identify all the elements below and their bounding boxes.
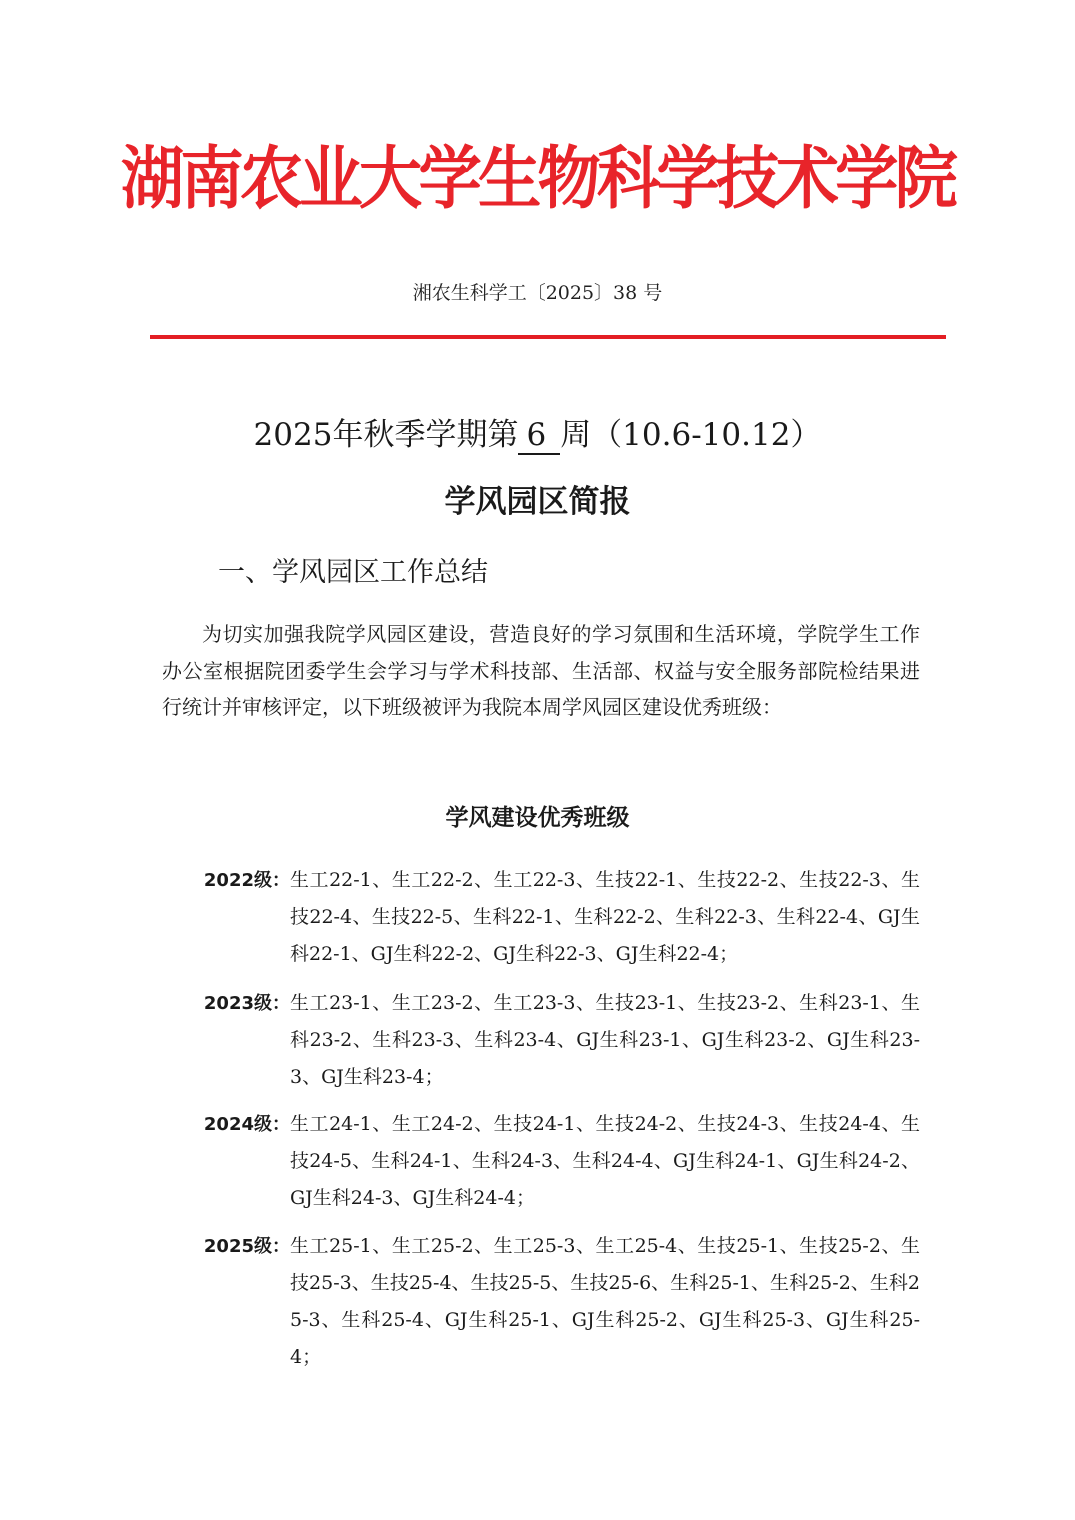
grade-class-list: 生工22-1、生工22-2、生工22-3、生技22-1、生技22-2、生技22-3、生技22-4、生技22-5、生科22-1、生科22-2、生科22-3、生科22-4、GJ生科22-1、GJ生科22-2、GJ生科22-3、GJ生科22-4； [290, 869, 920, 965]
grade-block-2024 [200, 1106, 920, 1217]
grade-class-list: 生工25-1、生工25-2、生工25-3、生工25-4、生技25-1、生技25-2、生技25-3、生技25-4、生技25-5、生技25-6、生科25-1、生科25-2、生科25-3、生科25-4、GJ生科25-1、GJ生科25-2、GJ生科25-3、GJ生科25-4； [290, 1235, 920, 1368]
grade-block-2025 [200, 1228, 920, 1376]
grade-label: 2024级： [203, 1114, 290, 1135]
summary-paragraph: 为切实加强我院学风园区建设，营造良好的学习氛围和生活环境，学院学生工作办公室根据院团委学生会学习与学术科技部、生活部、权益与安全服务部院检结果进行统计并审核评定，以下班级被评为我院本周学风园区建设优秀班级： [162, 622, 920, 719]
institution-masthead: 湖南农业大学生物科学技术学院 [120, 140, 955, 219]
document-number: 湘农生科学工〔2025〕38 号 [412, 282, 663, 304]
excellent-classes-heading: 学风建设优秀班级 [445, 805, 630, 831]
section-heading-work-summary: 一、学风园区工作总结 [218, 557, 488, 588]
grade-block-2023 [200, 985, 920, 1096]
title-prefix: 2025年秋季学期第 [253, 417, 519, 453]
red-divider-rule [150, 335, 946, 339]
title-week-number: 6 [518, 417, 560, 455]
grade-label: 2023级： [203, 993, 290, 1014]
bulletin-title-line1 [0, 413, 1075, 457]
grade-block-2022 [200, 862, 920, 973]
bulletin-title-line2: 学风园区简报 [444, 484, 631, 520]
title-suffix: 周（10.6-10.12） [560, 417, 822, 453]
grade-label: 2022级： [203, 870, 290, 891]
grade-class-list: 生工24-1、生工24-2、生技24-1、生技24-2、生技24-3、生技24-4、生技24-5、生科24-1、生科24-3、生科24-4、GJ生科24-1、GJ生科24-2、GJ生科24-3、GJ生科24-4； [290, 1113, 920, 1209]
grade-label: 2025级： [203, 1236, 290, 1257]
grade-class-list: 生工23-1、生工23-2、生工23-3、生技23-1、生技23-2、生科23-1、生科23-2、生科23-3、生科23-4、GJ生科23-1、GJ生科23-2、GJ生科23-3、GJ生科23-4； [290, 992, 920, 1088]
